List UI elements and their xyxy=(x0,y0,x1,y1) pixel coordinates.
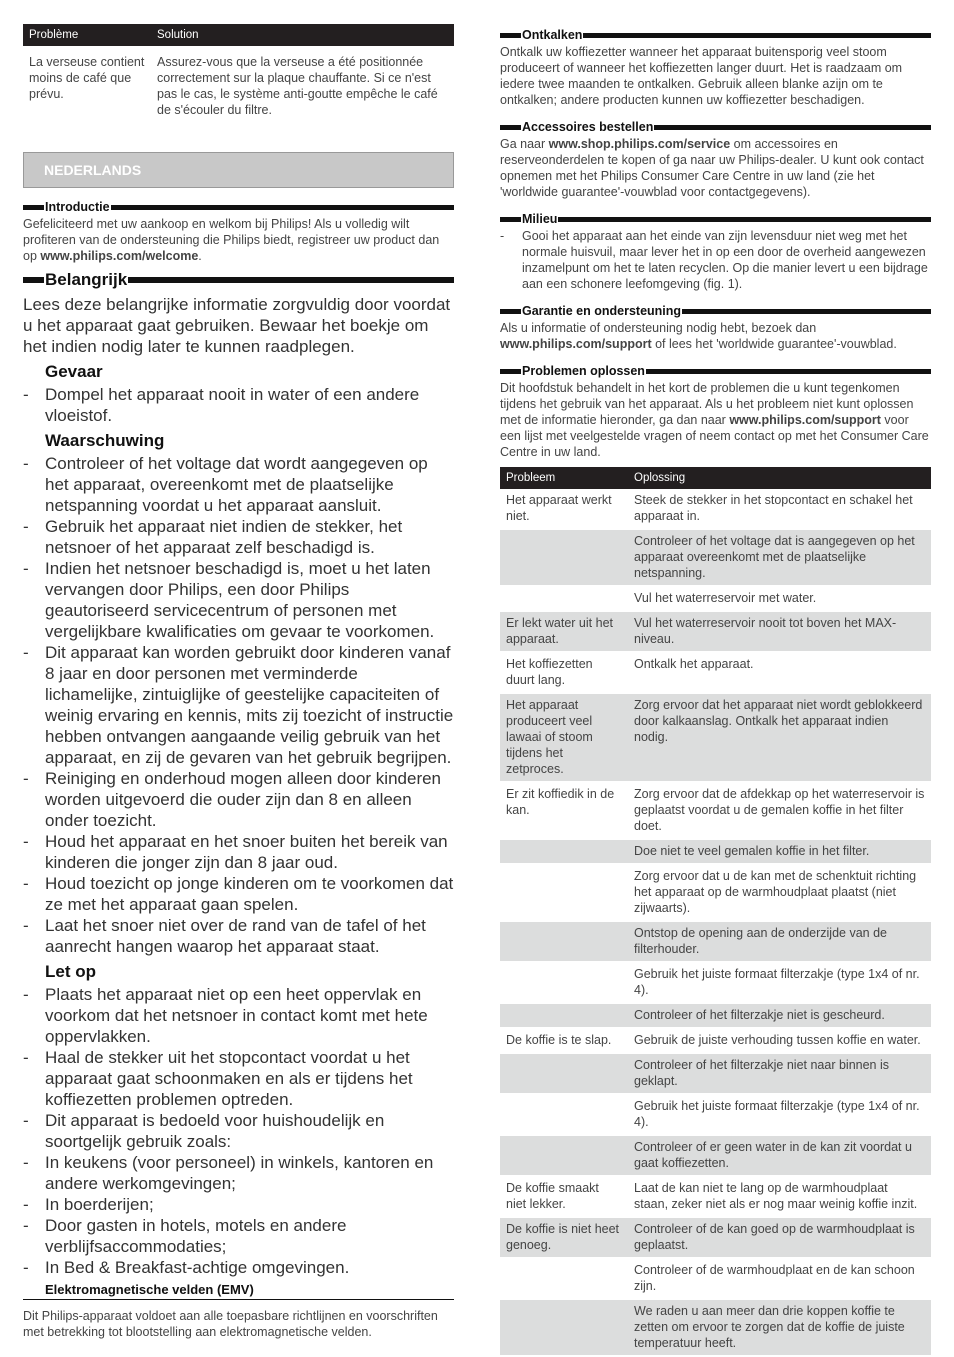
danger-heading: Gevaar xyxy=(45,362,103,381)
fr-troubleshooting-table xyxy=(23,24,454,124)
table-row xyxy=(500,1028,931,1053)
section-heading-ontkalken xyxy=(500,28,931,42)
language-bar: NEDERLANDS xyxy=(23,152,454,188)
list-item: - Gooi het apparaat aan het einde van zijn levensduur niet weg met het normale huisvuil, maar lever het in op een door de overheid aangewezen inzamelpunt om het te laten recyclen. Op die manier levert u een bijdrage aan een schonere leefomgeving (fig. 1). xyxy=(500,228,931,292)
list-item: - Haal de stekker uit het stopcontact voordat u het apparaat gaat schoonmaken en als er tijdens het koffiezetten problemen optreden. xyxy=(23,1047,454,1110)
table-cell-problem: Het apparaat werkt niet. xyxy=(500,489,628,529)
caution-list xyxy=(23,984,454,1278)
table-header-solution: Oplossing xyxy=(628,467,931,489)
table-cell-solution: Controleer of het filterzakje niet naar binnen is geklapt. xyxy=(628,1053,931,1094)
intro-text: Gefeliciteerd met uw aankoop en welkom bij Philips! Als u volledig wilt profiteren van de ondersteuning die Philips biedt, registreer uw product dan op xyxy=(23,217,440,263)
list-item: - Indien het netsnoer beschadigd is, moet u het laten vervangen door Philips, een door Philips geautoriseerd servicecentrum of personen met vergelijkbare kwalificaties om gevaar te voorkomen. xyxy=(23,558,454,642)
table-row xyxy=(500,489,931,529)
section-heading-milieu xyxy=(500,212,931,226)
table-cell-solution: Zorg ervoor dat het apparaat niet wordt geblokkeerd door kalkaanslag. Ontkalk het apparaat indien nodig. xyxy=(628,693,931,782)
table-header-row xyxy=(23,24,454,46)
right-column xyxy=(500,20,931,1357)
accessories-pre: Ga naar xyxy=(500,137,549,151)
heading-rule-left xyxy=(500,217,521,222)
intro-end: . xyxy=(198,249,202,263)
warning-list xyxy=(23,453,454,957)
table-row xyxy=(500,1258,931,1299)
list-item: - Laat het snoer niet over de rand van de tafel of het aanrecht hangen waarop het apparaat staat. xyxy=(23,915,454,957)
table-cell-problem: Er zit koffiedik in de kan. xyxy=(500,782,628,839)
list-item: - Dit apparaat kan worden gebruikt door kinderen vanaf 8 jaar en door personen met verminderde lichamelijke, zintuiglijke of geestelijke capaciteiten of weinig ervaring en kennis, mits zij toezicht of instructie hebben ontvangen aangaande veilig gebruik van het apparaat, en zij de gevaren van het gebruik begrijpen. xyxy=(23,642,454,768)
table-row xyxy=(500,529,931,586)
table-row xyxy=(500,1094,931,1135)
list-item: - Houd het apparaat en het snoer buiten het bereik van kinderen die jonger zijn dan 8 jaar oud. xyxy=(23,831,454,873)
section-heading-problemen xyxy=(500,364,931,378)
table-row xyxy=(500,782,931,839)
table-header-problem: Probleem xyxy=(500,467,628,489)
table-cell-problem xyxy=(500,1258,628,1299)
guarantee-pre: Als u informatie of ondersteuning nodig hebt, bezoek dan xyxy=(500,321,817,335)
list-item: - Reiniging en onderhoud mogen alleen door kinderen worden uitgevoerd die ouder zijn dan 8 en alleen onder toezicht. xyxy=(23,768,454,831)
list-item: - Dit apparaat is bedoeld voor huishoudelijk en soortgelijk gebruik zoals: xyxy=(23,1110,454,1152)
section-heading-text: Problemen oplossen xyxy=(522,364,645,378)
table-cell-problem: Er lekt water uit het apparaat. xyxy=(500,611,628,652)
heading-rule-right xyxy=(111,205,454,210)
table-cell-solution: Gebruik het juiste formaat filterzakje (type 1x4 of nr. 4). xyxy=(628,1094,931,1135)
section-heading-text: Introductie xyxy=(45,200,110,214)
table-row xyxy=(500,1135,931,1176)
table-cell-solution: Vul het waterreservoir nooit tot boven het MAX-niveau. xyxy=(628,611,931,652)
table-cell-problem: De koffie smaakt niet lekker. xyxy=(500,1176,628,1217)
left-column xyxy=(23,0,454,1340)
table-row xyxy=(500,611,931,652)
table-cell-problem xyxy=(500,839,628,864)
list-item: - Plaats het apparaat niet op een heet oppervlak en voorkom dat het netsnoer in contact komt met hete oppervlakken. xyxy=(23,984,454,1047)
support-link[interactable]: www.philips.com/support xyxy=(729,413,881,427)
section-heading-introductie xyxy=(23,200,454,214)
table-row xyxy=(500,1176,931,1217)
section-heading-accessoires xyxy=(500,120,931,134)
heading-rule-left xyxy=(500,33,521,38)
table-row xyxy=(500,921,931,962)
table-cell-problem xyxy=(500,962,628,1003)
table-cell-problem xyxy=(500,529,628,586)
table-cell-problem xyxy=(500,864,628,921)
table-row xyxy=(500,586,931,611)
heading-rule-right xyxy=(646,369,931,374)
heading-rule-right xyxy=(682,309,931,314)
section-heading-text: Milieu xyxy=(522,212,558,226)
table-cell-solution: Assurez-vous que la verseuse a été positionnée correctement sur la plaque chauffante. Si ce n'est pas le cas, le système anti-goutte empêche le café de s'écouler du filtre. xyxy=(151,46,454,123)
table-cell-solution: Vul het waterreservoir met water. xyxy=(628,586,931,611)
table-cell-problem xyxy=(500,1053,628,1094)
list-item: - Door gasten in hotels, motels en andere verblijfsaccommodaties; xyxy=(23,1215,454,1257)
caution-heading: Let op xyxy=(45,962,96,981)
table-cell-problem xyxy=(500,1135,628,1176)
table-cell-problem xyxy=(500,1003,628,1028)
support-link[interactable]: www.philips.com/support xyxy=(500,337,652,351)
emv-heading xyxy=(23,1282,454,1300)
welcome-link[interactable]: www.philips.com/welcome xyxy=(40,249,199,263)
table-cell-problem: Het apparaat produceert veel lawaai of stoom tijdens het zetproces. xyxy=(500,693,628,782)
troubleshooting-paragraph xyxy=(500,380,931,460)
section-heading-belangrijk xyxy=(23,270,454,290)
table-cell-solution: Controleer of het voltage dat is aangegeven op het apparaat overeenkomt met de plaatselijke netspanning. xyxy=(628,529,931,586)
shop-link[interactable]: www.shop.philips.com/service xyxy=(548,137,731,151)
danger-list xyxy=(23,384,454,426)
heading-rule-left xyxy=(500,369,521,374)
heading-rule-left xyxy=(23,205,44,210)
section-heading-text: Garantie en ondersteuning xyxy=(522,304,682,318)
table-cell-problem xyxy=(500,1094,628,1135)
table-cell-problem xyxy=(500,586,628,611)
table-cell-solution: Controleer of er geen water in de kan zit voordat u gaat koffiezetten. xyxy=(628,1135,931,1176)
table-cell-problem: De koffie is te slap. xyxy=(500,1028,628,1053)
table-cell-solution: Steek de stekker in het stopcontact en schakel het apparaat in. xyxy=(628,489,931,529)
section-heading-text: Belangrijk xyxy=(45,270,128,289)
table-row xyxy=(500,1299,931,1356)
table-row xyxy=(500,1217,931,1258)
table-cell-solution: Gebruik de juiste verhouding tussen koffie en water. xyxy=(628,1028,931,1053)
table-header-solution: Solution xyxy=(151,24,454,46)
list-item: - In boerderijen; xyxy=(23,1194,454,1215)
warning-heading: Waarschuwing xyxy=(45,431,165,450)
section-heading-text: Ontkalken xyxy=(522,28,583,42)
list-item: - Gebruik het apparaat niet indien de stekker, het netsnoer of het apparaat zelf beschadigd is. xyxy=(23,516,454,558)
table-row xyxy=(500,962,931,1003)
table-cell-solution: We raden u aan meer dan drie koppen koffie te zetten om ervoor te zorgen dat de koffie de juiste temperatuur heeft. xyxy=(628,1299,931,1356)
list-item: - Controleer of het voltage dat wordt aangegeven op het apparaat, overeenkomt met de plaatselijke netspanning voordat u het apparaat aansluit. xyxy=(23,453,454,516)
table-cell-solution: Controleer of de kan goed op de warmhoudplaat is geplaatst. xyxy=(628,1217,931,1258)
table-cell-problem: La verseuse contient moins de café que prévu. xyxy=(23,46,151,123)
list-item: - In Bed & Breakfast-achtige omgevingen. xyxy=(23,1257,454,1278)
table-row xyxy=(500,693,931,782)
heading-rule-right xyxy=(654,125,931,130)
table-row xyxy=(500,839,931,864)
table-cell-problem: Het koffiezetten duurt lang. xyxy=(500,652,628,693)
environment-list xyxy=(500,228,931,292)
descale-paragraph: Ontkalk uw koffiezetter wanneer het apparaat buitensporig veel stoom produceert of wanneer het koffiezetten langer duurt. Het is raadzaam om iedere twee maanden te ontkalken. Gebruik alleen blanke azijn om te ontkalken; andere producten kunnen uw koffiezetter beschadigen. xyxy=(500,45,903,107)
troubleshooting-post: voor een lijst met veelgestelde vragen of neem contact op met het Consumer Care Centre in uw land. xyxy=(500,413,929,459)
table-header-problem: Problème xyxy=(23,24,151,46)
table-cell-solution: Laat de kan niet te lang op de warmhoudplaat staan, zeker niet als er nog maar weinig koffie inzit. xyxy=(628,1176,931,1217)
table-cell-problem xyxy=(500,1299,628,1356)
emv-heading-text: Elektromagnetische velden (EMV) xyxy=(45,1282,254,1297)
table-row xyxy=(500,864,931,921)
table-cell-problem: De koffie is niet heet genoeg. xyxy=(500,1217,628,1258)
table-cell-solution: Controleer of het filterzakje niet is gescheurd. xyxy=(628,1003,931,1028)
heading-rule-left xyxy=(500,309,521,314)
table-row xyxy=(500,1003,931,1028)
intro-paragraph xyxy=(23,216,454,264)
accessories-paragraph xyxy=(500,136,931,200)
section-heading-text: Accessoires bestellen xyxy=(522,120,654,134)
table-cell-solution: Ontstop de opening aan de onderzijde van de filterhouder. xyxy=(628,921,931,962)
table-row xyxy=(23,46,454,123)
table-cell-problem xyxy=(500,921,628,962)
accessories-post: om accessoires en reserveonderdelen te kopen of ga naar uw Philips-dealer. U kunt ook contact opnemen met het Philips Consumer Care Centre in uw land (zie het 'worldwide guarantee'-vouwblad voor contactgegevens). xyxy=(500,137,924,199)
heading-rule-right xyxy=(128,277,454,283)
table-cell-solution: Ontkalk het apparaat. xyxy=(628,652,931,693)
table-cell-solution: Gebruik het juiste formaat filterzakje (type 1x4 of nr. 4). xyxy=(628,962,931,1003)
troubleshooting-pre: Dit hoofdstuk behandelt in het kort de problemen die u kunt tegenkomen tijdens het gebruik van het apparaat. Als u het probleem niet kunt oplossen met de informatie hieronder, ga dan naar xyxy=(500,381,914,427)
heading-rule-left xyxy=(500,125,521,130)
table-row xyxy=(500,652,931,693)
list-item: - Dompel het apparaat nooit in water of een andere vloeistof. xyxy=(23,384,454,426)
section-heading-garantie xyxy=(500,304,931,318)
nl-troubleshooting-table xyxy=(500,467,931,1357)
table-cell-solution: Doe niet te veel gemalen koffie in het filter. xyxy=(628,839,931,864)
guarantee-paragraph xyxy=(500,320,931,352)
table-body xyxy=(500,489,931,1356)
emv-paragraph: Dit Philips-apparaat voldoet aan alle toepasbare richtlijnen en voorschriften met betrekking tot blootstelling aan elektromagnetische velden. xyxy=(23,1309,438,1339)
table-header-row xyxy=(500,467,931,489)
heading-rule-right xyxy=(583,33,931,38)
heading-rule-right xyxy=(558,217,931,222)
table-row xyxy=(500,1053,931,1094)
table-cell-solution: Controleer of de warmhoudplaat en de kan schoon zijn. xyxy=(628,1258,931,1299)
table-cell-solution: Zorg ervoor dat de afdekkap op het waterreservoir is geplaatst voordat u de gemalen koffie in het filter doet. xyxy=(628,782,931,839)
heading-rule-left xyxy=(23,277,44,283)
guarantee-post: of lees het 'worldwide guarantee'-vouwblad. xyxy=(651,337,897,351)
list-item: - In keukens (voor personeel) in winkels, kantoren en andere werkomgevingen; xyxy=(23,1152,454,1194)
important-paragraph: Lees deze belangrijke informatie zorgvuldig door voordat u het apparaat gaat gebruiken. Bewaar het boekje om het indien nodig later te kunnen raadplegen. xyxy=(23,295,451,356)
list-item: - Houd toezicht op jonge kinderen om te voorkomen dat ze met het apparaat gaan spelen. xyxy=(23,873,454,915)
table-cell-solution: Zorg ervoor dat u de kan met de schenktuit richting het apparaat op de warmhoudplaat plaatst (niet zijwaarts). xyxy=(628,864,931,921)
